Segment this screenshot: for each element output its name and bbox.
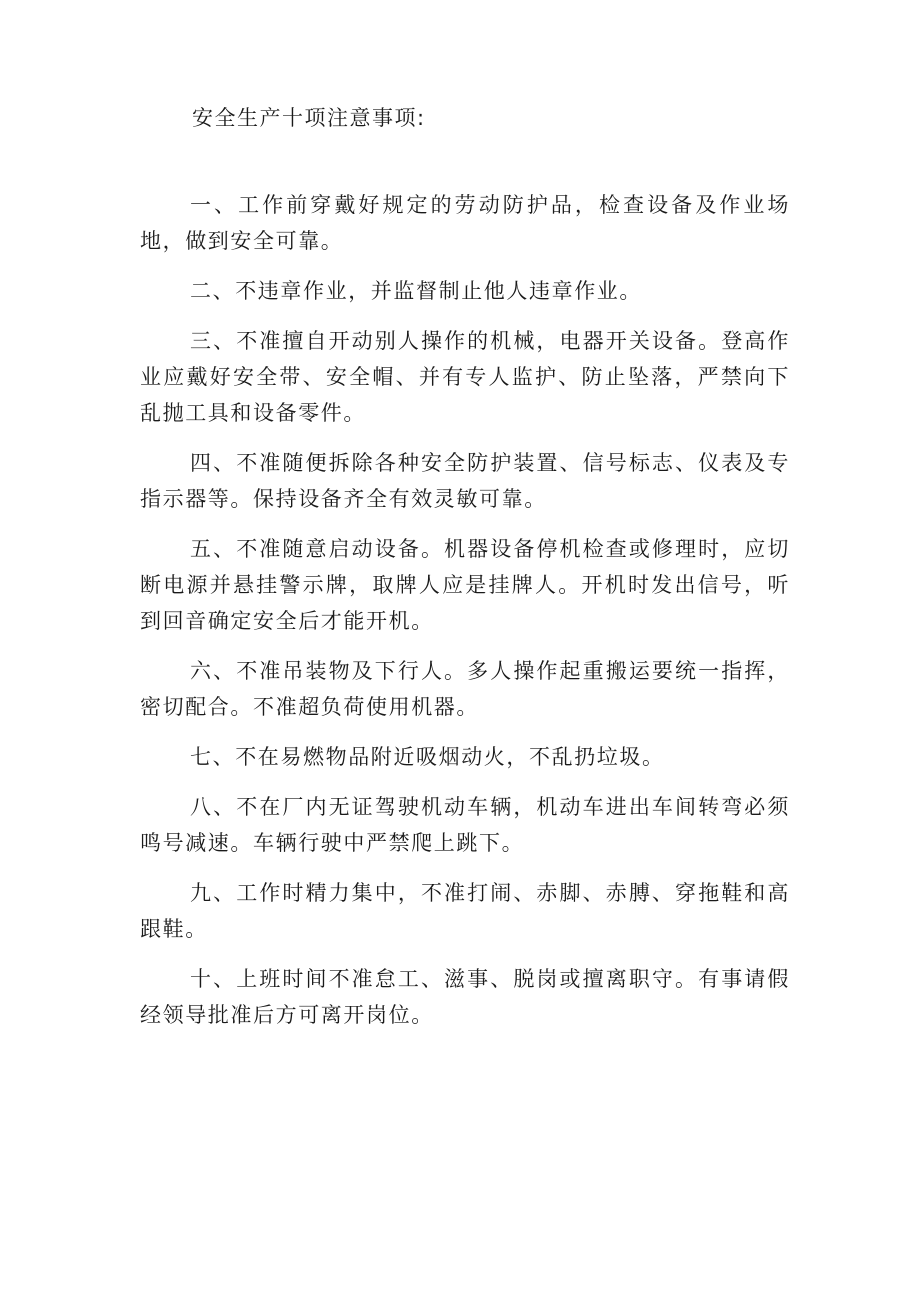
clause-2: 二、不违章作业，并监督制止他人违章作业。 bbox=[190, 279, 642, 303]
clause-4: 四、不准随便拆除各种安全防护装置、信号标志、仪表及专指示器等。保持设备齐全有效灵敏可靠。 bbox=[140, 451, 790, 511]
clause-6: 六、不准吊装物及下行人。多人操作起重搬运要统一指挥，密切配合。不准超负荷使用机器。 bbox=[140, 659, 790, 719]
clause-8: 八、不在厂内无证驾驶机动车辆，机动车进出车间转弯必须鸣号减速。车辆行驶中严禁爬上跳下。 bbox=[140, 795, 790, 855]
clause-1: 一、工作前穿戴好规定的劳动防护品，检查设备及作业场地，做到安全可靠。 bbox=[140, 193, 790, 253]
clause-3: 三、不准擅自开动别人操作的机械，电器开关设备。登高作业应戴好安全带、安全帽、并有专人监护、防止坠落，严禁向下乱抛工具和设备零件。 bbox=[140, 329, 790, 425]
clause-10: 十、上班时间不准怠工、滋事、脱岗或擅离职守。有事请假经领导批准后方可离开岗位。 bbox=[140, 967, 790, 1027]
document-body bbox=[140, 187, 790, 1033]
clause-5: 五、不准随意启动设备。机器设备停机检查或修理时，应切断电源并悬挂警示牌，取牌人应是挂牌人。开机时发出信号，听到回音确定安全后才能开机。 bbox=[140, 537, 790, 633]
clause-7: 七、不在易燃物品附近吸烟动火，不乱扔垃圾。 bbox=[190, 745, 665, 769]
document-title: 安全生产十项注意事项: bbox=[192, 106, 426, 130]
clause-9: 九、工作时精力集中，不准打闹、赤脚、赤膊、穿拖鞋和高跟鞋。 bbox=[140, 881, 790, 941]
